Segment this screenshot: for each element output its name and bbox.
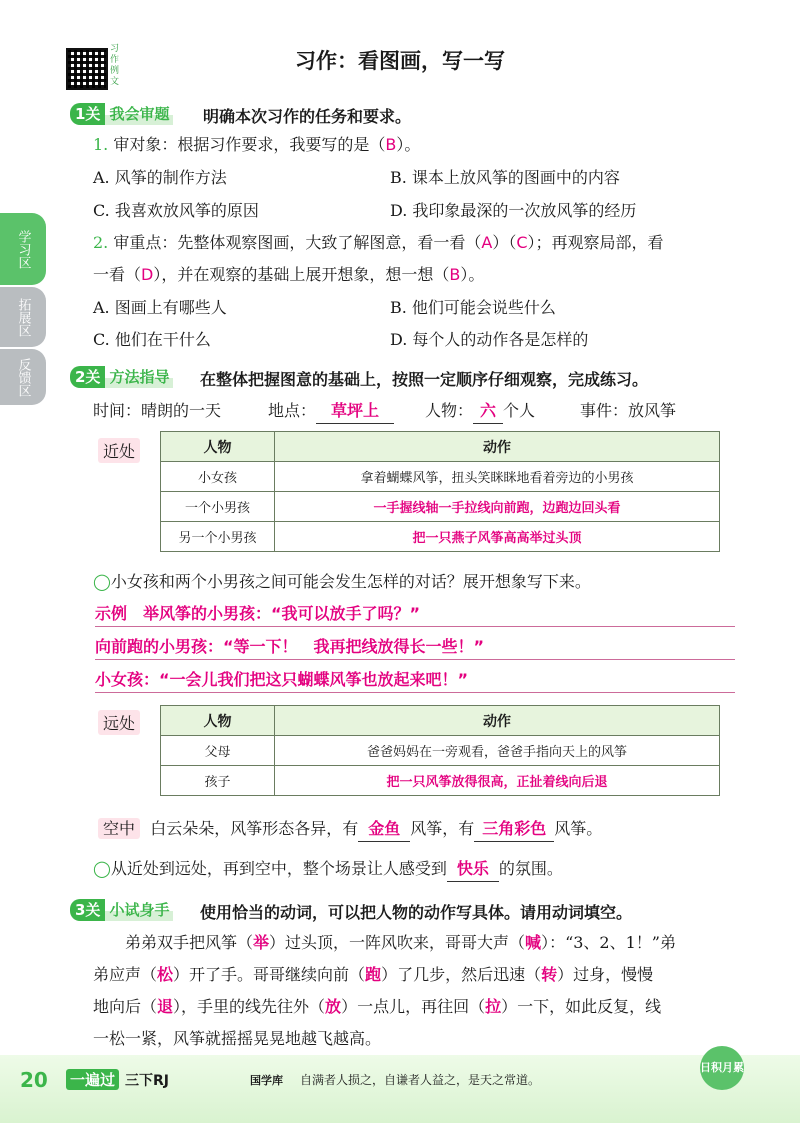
verb-answer: 跑: [365, 965, 382, 984]
para-text: ）一下，如此反复，线: [501, 997, 662, 1016]
verb-answer: 退: [157, 997, 174, 1016]
table-answer-cell: 把一只燕子风筝高高举过头顶: [275, 522, 720, 552]
tab-feedback[interactable]: 反馈区: [0, 349, 46, 405]
table-answer-cell: 一手握线轴一手拉线向前跑，边跑边回头看: [275, 492, 720, 522]
summary-text: 的氛围。: [498, 859, 563, 878]
summary-answer: 快乐: [447, 857, 499, 882]
para-text: ），手里的线先往外（: [173, 997, 326, 1016]
page-number: 20: [20, 1068, 48, 1092]
info-event: 事件：放风筝: [580, 401, 677, 420]
corner-badge: 日积月累: [700, 1046, 744, 1090]
q2-text: ），并在观察的基础上展开想象，想一想（: [153, 265, 450, 284]
far-table: [160, 705, 720, 796]
sky-tag: 空中: [98, 818, 140, 839]
verb-answer: 举: [253, 933, 270, 952]
q2-option-c: C. 他们在干什么: [93, 330, 211, 349]
para-line-2: [93, 963, 653, 987]
para-text: ）一点儿，再往回（: [341, 997, 486, 1016]
section3-badge: [70, 899, 173, 921]
sky-line: [98, 817, 602, 842]
para-text: ）过头顶，一阵风吹来，哥哥大声（: [269, 933, 526, 952]
table-row: [161, 736, 720, 766]
q2-text: ）（: [492, 233, 517, 252]
summary-line: [93, 857, 563, 882]
table-header: 人物: [161, 432, 275, 462]
q1-option-b: B. 课本上放风筝的图画中的内容: [390, 168, 620, 187]
q2-text: 审重点：先整体观察图画，大致了解图意，看一看（: [113, 233, 482, 252]
table-header: 动作: [275, 706, 720, 736]
para-line-1: [125, 931, 676, 955]
verb-answer: 喊: [525, 933, 542, 952]
far-tag: 远处: [98, 710, 140, 735]
q2-answer-4: B: [449, 265, 461, 284]
info-time: 时间：晴朗的一天: [93, 401, 222, 420]
lightbulb-icon: ◯: [93, 859, 111, 878]
para-text: ）过身，慢慢: [557, 965, 654, 984]
q2-answer-2: C: [516, 233, 528, 252]
q2-text: ）。: [460, 265, 485, 284]
q2-option-d: D. 每个人的动作各是怎样的: [390, 330, 589, 349]
table-row: [161, 522, 720, 552]
badge-number: 1关: [70, 103, 105, 125]
q1-answer: B: [385, 135, 397, 154]
badge-number: 2关: [70, 366, 105, 388]
q2-answer-1: A: [481, 233, 493, 252]
table-answer-cell: 把一只风筝放得很高，正扯着线向后退: [275, 766, 720, 796]
place-label: 地点：: [268, 401, 317, 420]
section1-badge: [70, 103, 173, 125]
q2-text: 一看（: [93, 265, 142, 284]
grade-label: 三下RJ: [125, 1073, 169, 1089]
section2-badge: [70, 366, 173, 388]
para-text: ）：“3、2、1！”弟: [541, 933, 676, 952]
table-header: 动作: [275, 432, 720, 462]
q1-number: 1.: [93, 135, 109, 154]
sky-text: 白云朵朵，风筝形态各异，有: [150, 819, 359, 838]
write-line: [95, 692, 735, 693]
q1-text-end: ）。: [396, 135, 421, 154]
q1-line: [93, 133, 420, 157]
q2-text: ）；再观察局部，看: [527, 233, 664, 252]
qr-label: 习作例文: [110, 44, 120, 87]
table-cell: 另一个小男孩: [161, 522, 275, 552]
table-row: [161, 462, 720, 492]
para-line-3: [93, 995, 661, 1019]
q2-option-b: B. 他们可能会说些什么: [390, 298, 556, 317]
sky-text: 风筝。: [554, 819, 603, 838]
table-row: [161, 492, 720, 522]
write-line: [95, 626, 735, 627]
badge-name: 我会审题: [105, 103, 173, 125]
q2-option-a: A. 图画上有哪些人: [93, 298, 227, 317]
place-answer: 草坪上: [316, 399, 394, 424]
verb-answer: 放: [325, 997, 342, 1016]
verb-answer: 转: [541, 965, 558, 984]
table-cell: 孩子: [161, 766, 275, 796]
table-cell: 父母: [161, 736, 275, 766]
table-cell: 小女孩: [161, 462, 275, 492]
table-cell: 爸爸妈妈在一旁观看，爸爸手指向天上的风筝: [275, 736, 720, 766]
people-answer: 六: [473, 399, 503, 424]
sky-text: 风筝，有: [410, 819, 475, 838]
lightbulb-icon: ◯: [93, 572, 111, 591]
para-text: 弟弟双手把风筝（: [125, 933, 254, 952]
para-line-4: 一松一紧，风筝就摇摇晃晃地越飞越高。: [93, 1029, 382, 1048]
tab-study[interactable]: 学习区: [0, 213, 46, 285]
q1-option-a: A. 风筝的制作方法: [93, 168, 227, 187]
page-title: 习作：看图画，写一写: [295, 49, 505, 73]
near-tag: 近处: [98, 438, 140, 463]
people-unit: 个人: [503, 401, 536, 420]
q1-text: 审对象：根据习作要求，我要写的是（: [113, 135, 386, 154]
section3-desc: 使用恰当的动词，可以把人物的动作写具体。请用动词填空。: [200, 903, 633, 922]
verb-answer: 松: [157, 965, 174, 984]
near-table: [160, 431, 720, 552]
quote-text: 自满者人损之，自谦者人益之，是天之常道。: [300, 1073, 541, 1087]
write-line: [95, 659, 735, 660]
q2-line2: [93, 263, 484, 287]
q1-option-d: D. 我印象最深的一次放风筝的经历: [390, 201, 637, 220]
q2-number: 2.: [93, 233, 109, 252]
badge-name: 方法指导: [105, 366, 173, 388]
para-text: ）了几步，然后迅速（: [381, 965, 542, 984]
dialogue-prompt-text: 小女孩和两个小男孩之间可能会发生怎样的对话？展开想象写下来。: [110, 572, 591, 591]
badge-name: 小试身手: [105, 899, 173, 921]
table-cell: 拿着蝴蝶风筝，扭头笑眯眯地看着旁边的小男孩: [275, 462, 720, 492]
table-row: [161, 766, 720, 796]
table-header: 人物: [161, 706, 275, 736]
footer-band: [0, 1055, 800, 1123]
table-cell: 一个小男孩: [161, 492, 275, 522]
badge-number: 3关: [70, 899, 105, 921]
brand-logo: 一遍过: [66, 1069, 119, 1090]
people-label: 人物：: [425, 401, 474, 420]
q2-line1: [93, 231, 664, 255]
summary-text: 从近处到远处，再到空中，整个场景让人感受到: [110, 859, 447, 878]
dialogue-prompt: [93, 570, 591, 594]
q2-answer-3: D: [141, 265, 154, 284]
q1-option-c: C. 我喜欢放风筝的原因: [93, 201, 259, 220]
verb-answer: 拉: [485, 997, 502, 1016]
section2-desc: 在整体把握图意的基础上，按照一定顺序仔细观察，完成练习。: [200, 370, 649, 389]
para-text: 弟应声（: [93, 965, 158, 984]
tab-extend[interactable]: 拓展区: [0, 287, 46, 347]
dialogue-line-3: 小女孩：“一会儿我们把这只蝴蝶风筝也放起来吧！”: [95, 670, 469, 689]
section1-desc: 明确本次习作的任务和要求。: [203, 107, 412, 126]
dialogue-line-1: 示例 举风筝的小男孩：“我可以放手了吗？”: [95, 604, 421, 623]
info-place: [268, 399, 394, 424]
dialogue-line-2: 向前跑的小男孩：“等一下！ 我再把线放得长一些！”: [95, 637, 485, 656]
quote-label: 国学库: [250, 1074, 283, 1087]
para-text: ）开了手。哥哥继续向前（: [173, 965, 366, 984]
para-text: 地向后（: [93, 997, 158, 1016]
info-people: [425, 399, 535, 424]
sky-answer-2: 三角彩色: [474, 817, 554, 842]
sky-answer-1: 金鱼: [358, 817, 410, 842]
